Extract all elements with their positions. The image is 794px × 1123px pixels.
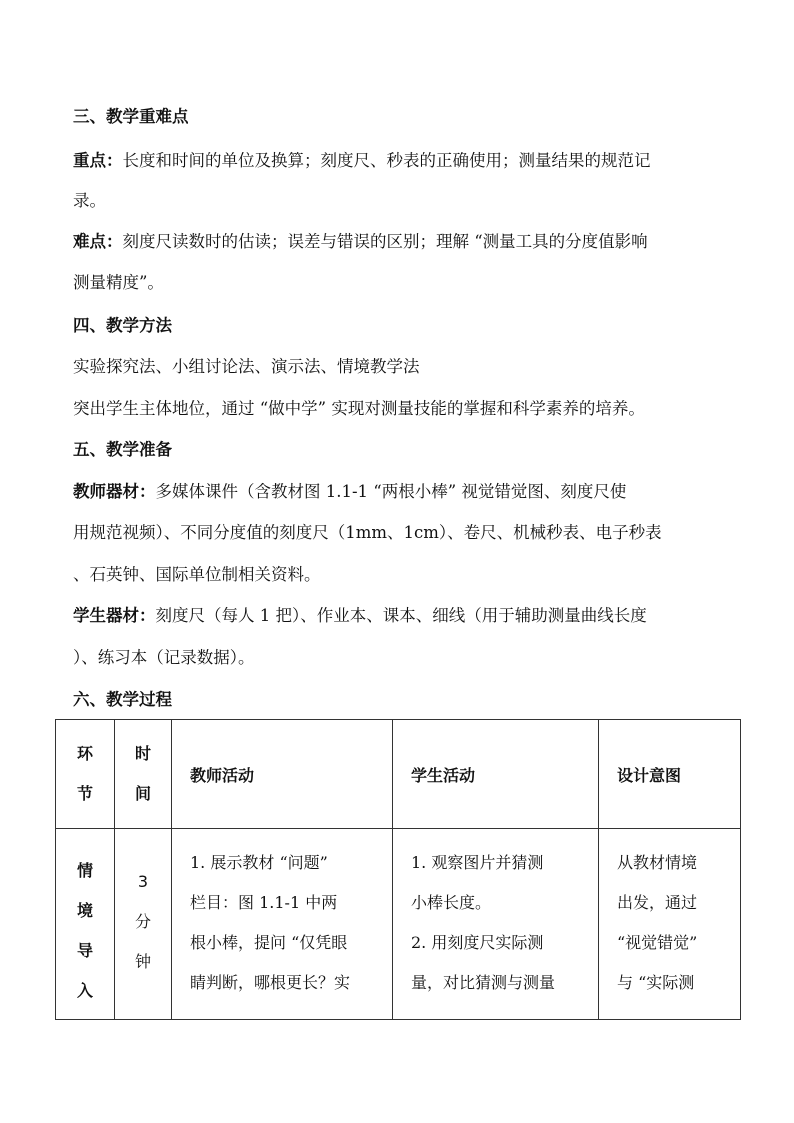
row1-stage: 情 境 导 入 <box>56 829 115 1020</box>
difficulties-text: 刻度尺读数时的估读；误差与错误的区别；理解 “测量工具的分度值影响 <box>122 232 648 251</box>
difficulties-label: 难点： <box>73 232 123 251</box>
methods-text: 实验探究法、小组讨论法、演示法、情境教学法 <box>73 357 420 376</box>
key-points-label: 重点： <box>73 151 123 170</box>
teacher-equipment-line-2: 用规范视频）、不同分度值的刻度尺（1mm、1cm）、卷尺、机械秒表、电子秒表 <box>73 523 662 542</box>
teacher-equipment-line-1 <box>73 480 626 504</box>
key-points-text-line-2: 录。 <box>73 191 106 210</box>
header-design-intent: 设计意图 <box>599 720 741 829</box>
table-row-situation-intro <box>56 829 741 1020</box>
section-3-title: 三、教学重难点 <box>73 107 189 126</box>
row1-student-activity: 1. 观察图片并猜测 小棒长度。 2. 用刻度尺实际测 量，对比猜测与测量 <box>393 829 599 1020</box>
section-6-title: 六、教学过程 <box>73 690 172 709</box>
header-student-activity: 学生活动 <box>393 720 599 829</box>
student-equipment-label: 学生器材： <box>73 606 156 625</box>
student-equipment-line-1 <box>73 604 647 628</box>
row1-teacher-activity: 1. 展示教材 “问题” 栏目：图 1.1-1 中两 根小棒，提问 “仅凭眼 睛判断，哪根更长？实 <box>172 829 393 1020</box>
section-5-title: 五、教学准备 <box>73 440 172 459</box>
teacher-equipment-line-3: 、石英钟、国际单位制相关资料。 <box>73 565 321 584</box>
teaching-process-table <box>55 719 741 1020</box>
header-teacher-activity: 教师活动 <box>172 720 393 829</box>
header-time: 时 间 <box>115 720 172 829</box>
teacher-equipment-label: 教师器材： <box>73 482 156 501</box>
student-equipment-text: 刻度尺（每人 1 把）、作业本、课本、细线（用于辅助测量曲线长度 <box>155 606 647 625</box>
section-4-title: 四、教学方法 <box>73 316 172 335</box>
key-points-paragraph-line-1 <box>73 149 651 173</box>
methods-note: 突出学生主体地位，通过 “做中学” 实现对测量技能的掌握和科学素养的培养。 <box>73 399 645 418</box>
difficulties-paragraph-line-1 <box>73 230 648 254</box>
teacher-equipment-text: 多媒体课件（含教材图 1.1-1 “两根小棒” 视觉错觉图、刻度尺使 <box>155 482 627 501</box>
key-points-text: 长度和时间的单位及换算；刻度尺、秒表的正确使用；测量结果的规范记 <box>122 151 651 170</box>
header-stage: 环 节 <box>56 720 115 829</box>
difficulties-text-line-2: 测量精度”。 <box>73 273 164 292</box>
student-equipment-line-2: ）、练习本（记录数据）。 <box>73 648 255 667</box>
table-header-row <box>56 720 741 829</box>
row1-time: 3 分 钟 <box>115 829 172 1020</box>
row1-design-intent: 从教材情境 出发，通过 “视觉错觉” 与 “实际测 <box>599 829 741 1020</box>
